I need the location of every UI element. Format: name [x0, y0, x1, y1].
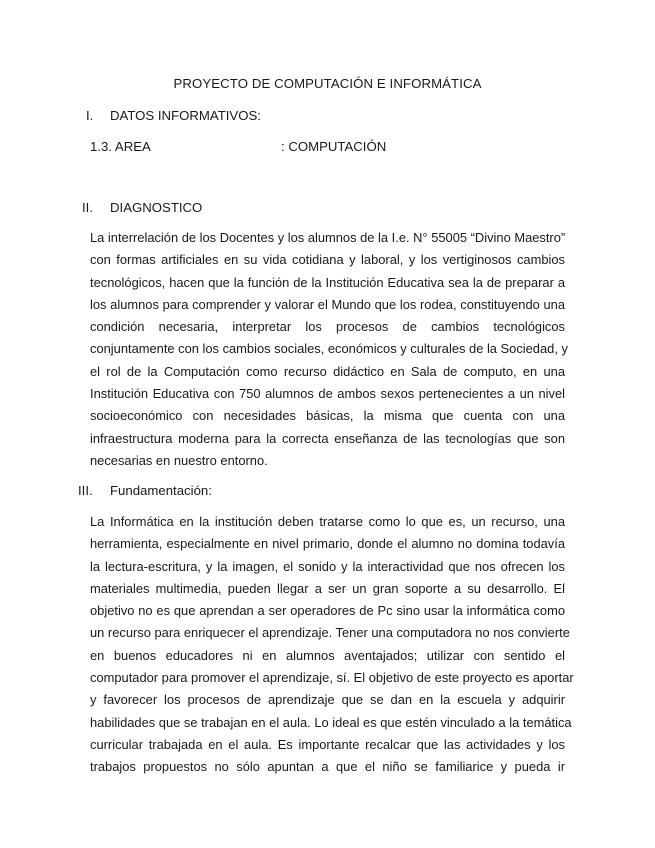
paragraph-line: herramienta, especialmente en nivel primario, donde el alumno no domina todavía — [90, 536, 565, 552]
section-title: DIAGNOSTICO — [110, 200, 203, 215]
section-numeral: I. — [86, 108, 94, 123]
paragraph-line: y favorecer los procesos de aprendizaje que se dan en la escuela y adquirir — [90, 692, 565, 708]
paragraph-line: tecnológicos, hacen que la función de la Institución Educativa sea la de preparar a — [90, 274, 565, 290]
paragraph-line: La Informática en la institución deben tratarse como lo que es, un recurso, una — [90, 514, 565, 529]
paragraph-line: socioeconómico con necesidades básicas, la misma que cuenta con una — [90, 408, 565, 424]
paragraph-line: Institución Educativa con 750 alumnos de ambos sexos pertenecientes a un nivel — [90, 386, 565, 402]
paragraph-line: La interrelación de los Docentes y los alumnos de la I.e. N° 55005 “Divino Maestro” — [90, 230, 566, 245]
document-title: PROYECTO DE COMPUTACIÓN E INFORMÁTICA — [173, 76, 482, 91]
paragraph-line: con formas artificiales en su vida cotidiana y laboral, y los vertiginosos cambios — [90, 252, 565, 268]
section-numeral: III. — [78, 483, 93, 498]
paragraph-line: los alumnos para comprender y valorar el Mundo que los rodea, constituyendo una — [90, 296, 565, 312]
paragraph-line: la lectura-escritura, y la imagen, el sonido y la interactividad que nos ofrecen los — [90, 558, 565, 574]
paragraph-line: condición necesaria, interpretar los procesos de cambios tecnológicos — [90, 319, 565, 335]
diagnostico-paragraph — [90, 227, 568, 472]
paragraph-line: infraestructura moderna para la correcta enseñanza de las tecnologías que son — [90, 430, 565, 446]
paragraph-line: necesarias en nuestro entorno. — [90, 452, 268, 468]
fundamentacion-paragraph — [90, 511, 574, 779]
paragraph-line: habilidades que se trabajan en el aula. Lo ideal es que estén vinculado a la temática — [90, 714, 572, 730]
paragraph-line: computador para promover el aprendizaje, sí. El objetivo de este proyecto es aportar — [90, 670, 574, 686]
paragraph-line: en buenos educadores ni en alumnos aventajados; utilizar con sentido el — [90, 647, 565, 663]
paragraph-line: el rol de la Computación como recurso didáctico en Sala de computo, en una — [90, 363, 565, 379]
paragraph-line: objetivo no es que aprendan a ser operadores de Pc sino usar la informática como — [90, 603, 565, 619]
paragraph-line: curricular trabajada en el aula. Es importante recalcar que las actividades y los — [90, 736, 565, 752]
section-title: Fundamentación: — [110, 483, 212, 498]
area-label: 1.3. AREA — [90, 139, 151, 154]
paragraph-line: un recurso para enriquecer el aprendizaje. Tener una computadora no nos convierte — [90, 625, 570, 641]
area-value: : COMPUTACIÓN — [281, 139, 387, 154]
paragraph-line: materiales multimedia, pueden llegar a ser un gran soporte a su desarrollo. El — [90, 580, 565, 596]
section-title: DATOS INFORMATIVOS: — [110, 108, 261, 123]
paragraph-line: trabajos propuestos no sólo apuntan a que el niño se familiarice y pueda ir — [90, 759, 565, 775]
paragraph-line: conjuntamente con los cambios sociales, económicos y culturales de la Sociedad, y — [90, 341, 568, 357]
section-numeral: II. — [82, 200, 93, 215]
